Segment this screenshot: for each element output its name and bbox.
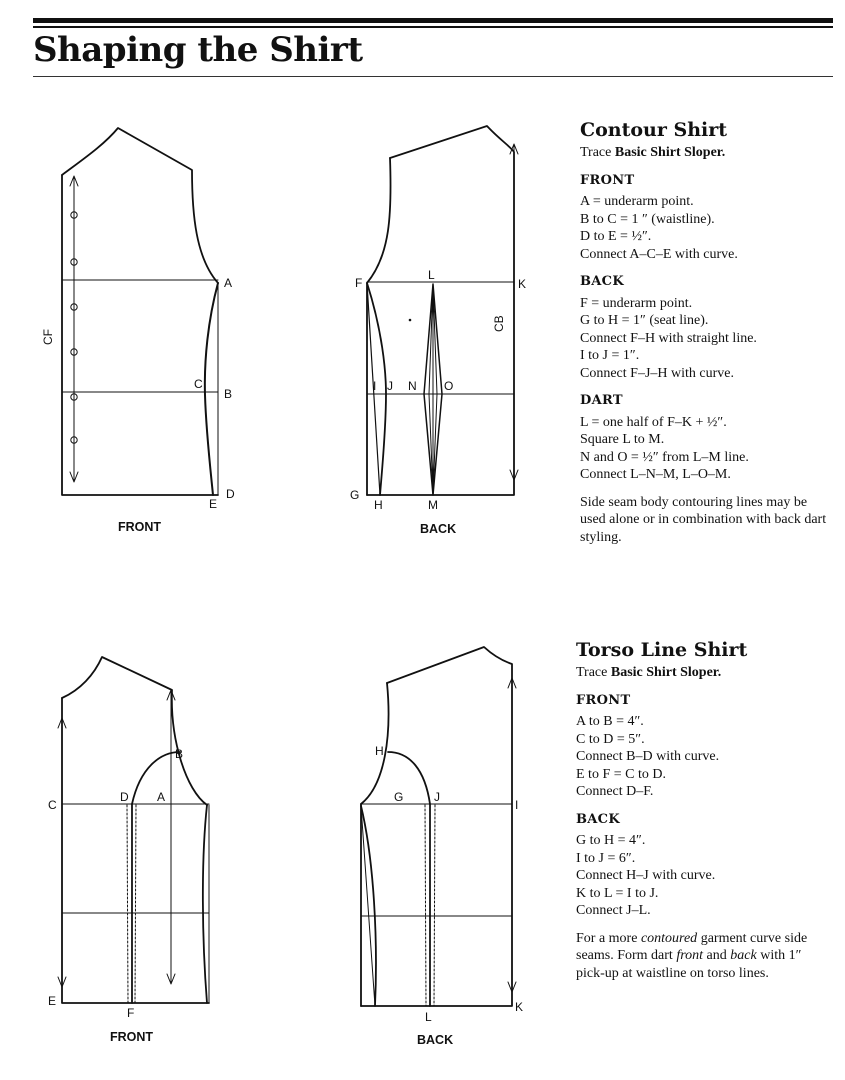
contour-back-step: F = underarm point. [580,295,693,311]
contour-back-label-i: I [373,379,377,393]
contour-dart-step: Connect L–N–M, L–O–M. [580,467,731,482]
contour-front-heading: FRONT [580,172,635,188]
contour-back-label-n: N [408,379,417,393]
torso-front-label-f: F [127,1006,135,1020]
contour-back-label-l: L [428,268,435,282]
contour-back-step: Connect F–H with straight line. [580,330,757,346]
contour-front-step: B to C = 1 ″ (waistline). [580,211,715,227]
contour-back-step: Connect F–J–H with curve. [580,365,734,381]
torso-back-label-i: I [515,798,519,812]
contour-back-step: I to J = 1″. [580,348,640,363]
torso-front-label-d: D [120,790,129,804]
contour-note: Side seam body contouring lines may be used alone or in combination with back dart styling. [580,494,827,545]
torso-front-step: A to B = 4″. [576,714,644,729]
torso-back-step: G to H = 4″. [576,833,646,848]
contour-back-label-m: M [428,498,438,512]
torso-front-label-c: C [48,798,57,812]
torso-back-label-k: K [515,1000,524,1014]
contour-front-label-b: B [224,387,233,401]
torso-trace: Trace Basic Shirt Sloper. [576,665,722,680]
contour-trace: Trace Basic Shirt Sloper. [580,145,726,160]
torso-instructions [576,638,831,982]
contour-front-cf-label: CF [41,329,55,345]
contour-front-caption: FRONT [118,520,162,534]
contour-title: Contour Shirt [580,119,728,141]
contour-dart-step: N and O = ½″ from L–M line. [580,449,749,465]
torso-front-step: C to D = 5″. [576,731,645,747]
contour-dart-step: L = one half of F–K + ½″. [580,414,727,430]
contour-front-label-d: D [226,487,235,501]
contour-back-label-j: J [387,379,393,393]
contour-front-label-a: A [224,276,233,290]
contour-back-cb-label: CB [492,315,506,332]
contour-dart-heading: DART [580,393,623,408]
page-title: Shaping the Shirt [33,30,363,70]
contour-back-label-o: O [444,379,454,393]
contour-dart-step: Square L to M. [580,432,665,447]
torso-note: For a more contoured garment curve side seams. Form dart front and back with 1″ pick-up at waistline on torso lines. [576,930,808,981]
torso-front-step: Connect D–F. [576,784,654,799]
contour-back-label-f: F [355,276,363,290]
contour-back-label-k: K [518,277,527,291]
torso-back-step: K to L = I to J. [576,885,659,901]
torso-front-step: E to F = C to D. [576,766,666,782]
contour-back-label-h: H [374,498,383,512]
contour-back-caption: BACK [420,522,457,536]
torso-front-caption: FRONT [110,1030,154,1044]
contour-back-label-g: G [350,488,360,502]
torso-title: Torso Line Shirt [576,639,748,661]
torso-back-step: Connect H–J with curve. [576,868,716,883]
torso-back-step: Connect J–L. [576,903,651,918]
contour-instructions [580,118,835,546]
torso-back-caption: BACK [417,1033,454,1047]
torso-front-label-a: A [157,790,166,804]
contour-front-label-c: C [194,377,203,391]
torso-back-heading: BACK [576,811,620,827]
contour-front-step: A = underarm point. [580,194,694,209]
torso-front-step: Connect B–D with curve. [576,749,720,764]
contour-front-step: D to E = ½″. [580,229,652,244]
torso-front-label-b: B [175,747,184,761]
torso-front-heading: FRONT [576,692,631,708]
contour-front-label-e: E [209,497,218,511]
torso-back-label-l: L [425,1010,432,1024]
torso-back-label-h: H [375,744,384,758]
torso-back-label-g: G [394,790,404,804]
contour-front-step: Connect A–C–E with curve. [580,246,738,262]
torso-back-label-j: J [434,790,440,804]
contour-back-heading: BACK [580,274,624,289]
torso-front-label-e: E [48,994,57,1008]
torso-back-step: I to J = 6″. [576,850,636,866]
contour-back-step: G to H = 1″ (seat line). [580,313,709,328]
